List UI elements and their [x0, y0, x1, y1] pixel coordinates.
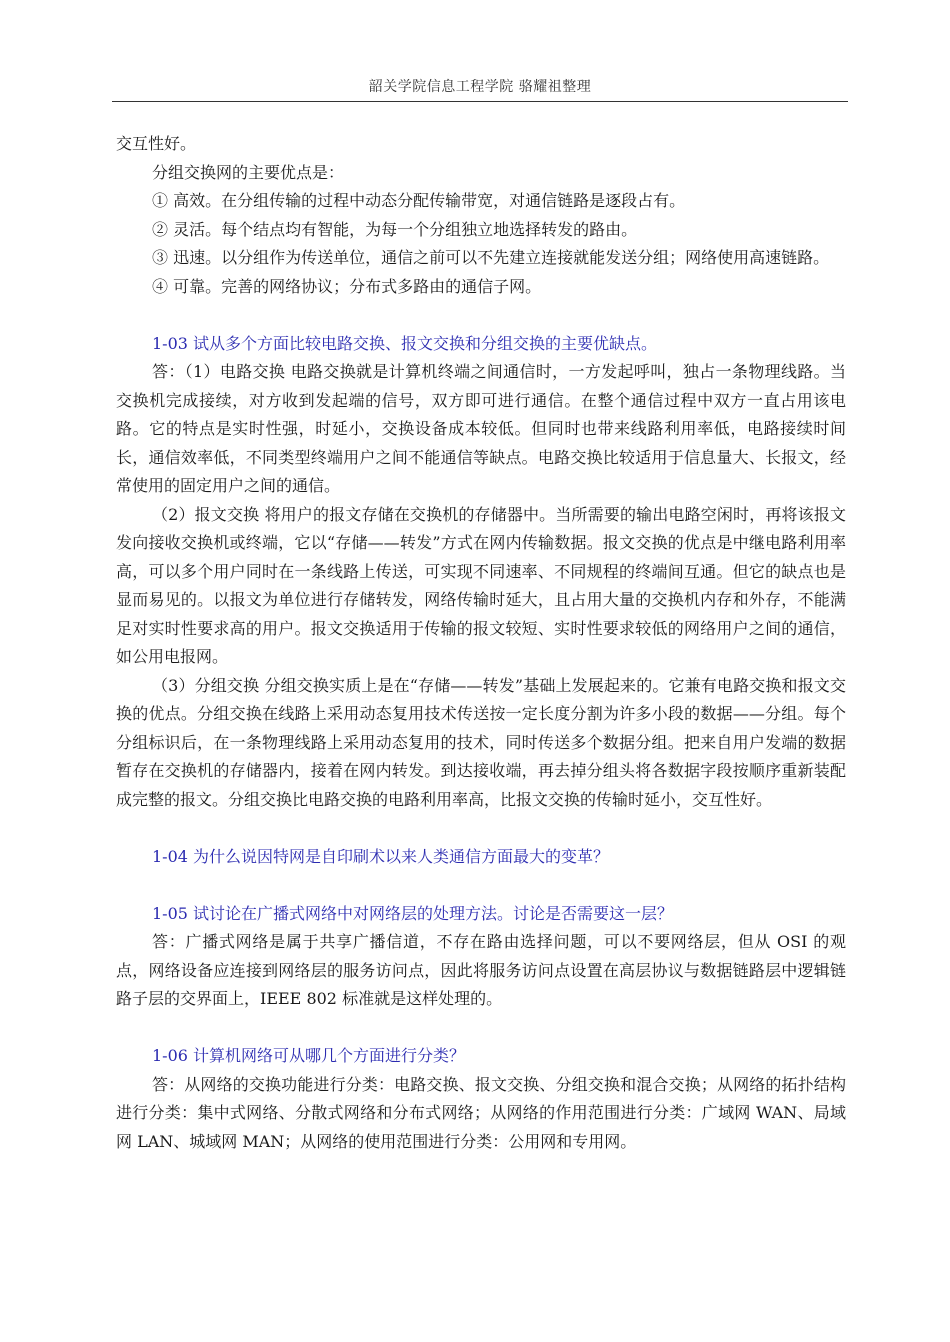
answer-paragraph: （2）报文交换 将用户的报文存储在交换机的存储器中。当所需要的输出电路空闲时，再将该报文发向接收交换机或终端，它以“存储——转发”方式在网内传输数据。报文交换的优点是中继电路利用率高，可以多个用户同时在一条线路上传送，可实现不同速率、不同规程的终端间互通。但它的缺点也是显而易见的。以报文为单位进行存储转发，网络传输时延大，且占用大量的交换机内存和外存，不能满足对实时性要求高的用户。报文交换适用于传输的报文较短、实时性要求较低的网络用户之间的通信，如公用电报网。	[116, 504, 846, 666]
spacer	[116, 871, 846, 900]
advantage-item: ③ 迅速。以分组作为传送单位，通信之前可以不先建立连接就能发送分组；网络使用高速链路。	[152, 248, 830, 267]
paragraph-continuation: 交互性好。	[116, 134, 197, 153]
page-header: 韶关学院信息工程学院 骆耀祖整理	[368, 79, 592, 95]
question-1-05: 1-05 试讨论在广播式网络中对网络层的处理方法。讨论是否需要这一层？	[152, 903, 674, 923]
question-1-04: 1-04 为什么说因特网是自印刷术以来人类通信方面最大的变革？	[152, 846, 610, 866]
spacer	[116, 1014, 846, 1043]
answer-paragraph: 答：广播式网络是属于共享广播信道，不存在路由选择问题，可以不要网络层，但从 OSI 的观点，网络设备应连接到网络层的服务访问点，因此将服务访问点设置在高层协议与数据链路层中逻辑链路子层的交界面上，IEEE 802 标准就是这样处理的。	[116, 932, 846, 1008]
spacer	[116, 814, 846, 843]
answer-paragraph: 答：从网络的交换功能进行分类：电路交换、报文交换、分组交换和混合交换；从网络的拓扑结构进行分类：集中式网络、分散式网络和分布式网络；从网络的作用范围进行分类：广域网 WAN、局域网 LAN、城域网 MAN；从网络的使用范围进行分类：公用网和专用网。	[116, 1074, 846, 1151]
advantage-item: ④ 可靠。完善的网络协议；分布式多路由的通信子网。	[152, 276, 542, 296]
answer-paragraph: （3）分组交换 分组交换实质上是在“存储——转发”基础上发展起来的。它兼有电路交换和报文交换的优点。分组交换在线路上采用动态复用技术传送按一定长度分割为许多小段的数据——分组。每个分组标识后，在一条物理线路上采用动态复用的技术，同时传送多个数据分组。把来自用户发端的数据暂存在交换机的存储器内，接着在网内转发。到达接收端，再去掉分组头将各数据字段按顺序重新装配成完整的报文。分组交换比电路交换的电路利用率高，比报文交换的传输时延小，交互性好。	[116, 675, 846, 809]
document-body	[116, 130, 846, 1156]
advantage-item: ② 灵活。每个结点均有智能，为每一个分组独立地选择转发的路由。	[152, 219, 638, 239]
question-1-03: 1-03 试从多个方面比较电路交换、报文交换和分组交换的主要优缺点。	[152, 333, 658, 353]
answer-paragraph: 答：（1）电路交换 电路交换就是计算机终端之间通信时，一方发起呼叫，独占一条物理线路。当交换机完成接续，对方收到发起端的信号，双方即可进行通信。在整个通信过程中双方一直占用该电路。它的特点是实时性强，时延小，交换设备成本较低。但同时也带来线路利用率低，电路接续时间长，通信效率低，不同类型终端用户之间不能通信等缺点。电路交换比较适用于信息量大、长报文，经常使用的固定用户之间的通信。	[116, 362, 846, 495]
advantages-intro: 分组交换网的主要优点是：	[152, 162, 345, 182]
header-divider	[112, 101, 848, 102]
question-1-06: 1-06 计算机网络可从哪几个方面进行分类？	[152, 1046, 466, 1065]
advantage-item: ① 高效。在分组传输的过程中动态分配传输带宽，对通信链路是逐段占有。	[152, 191, 686, 210]
spacer	[116, 301, 846, 330]
